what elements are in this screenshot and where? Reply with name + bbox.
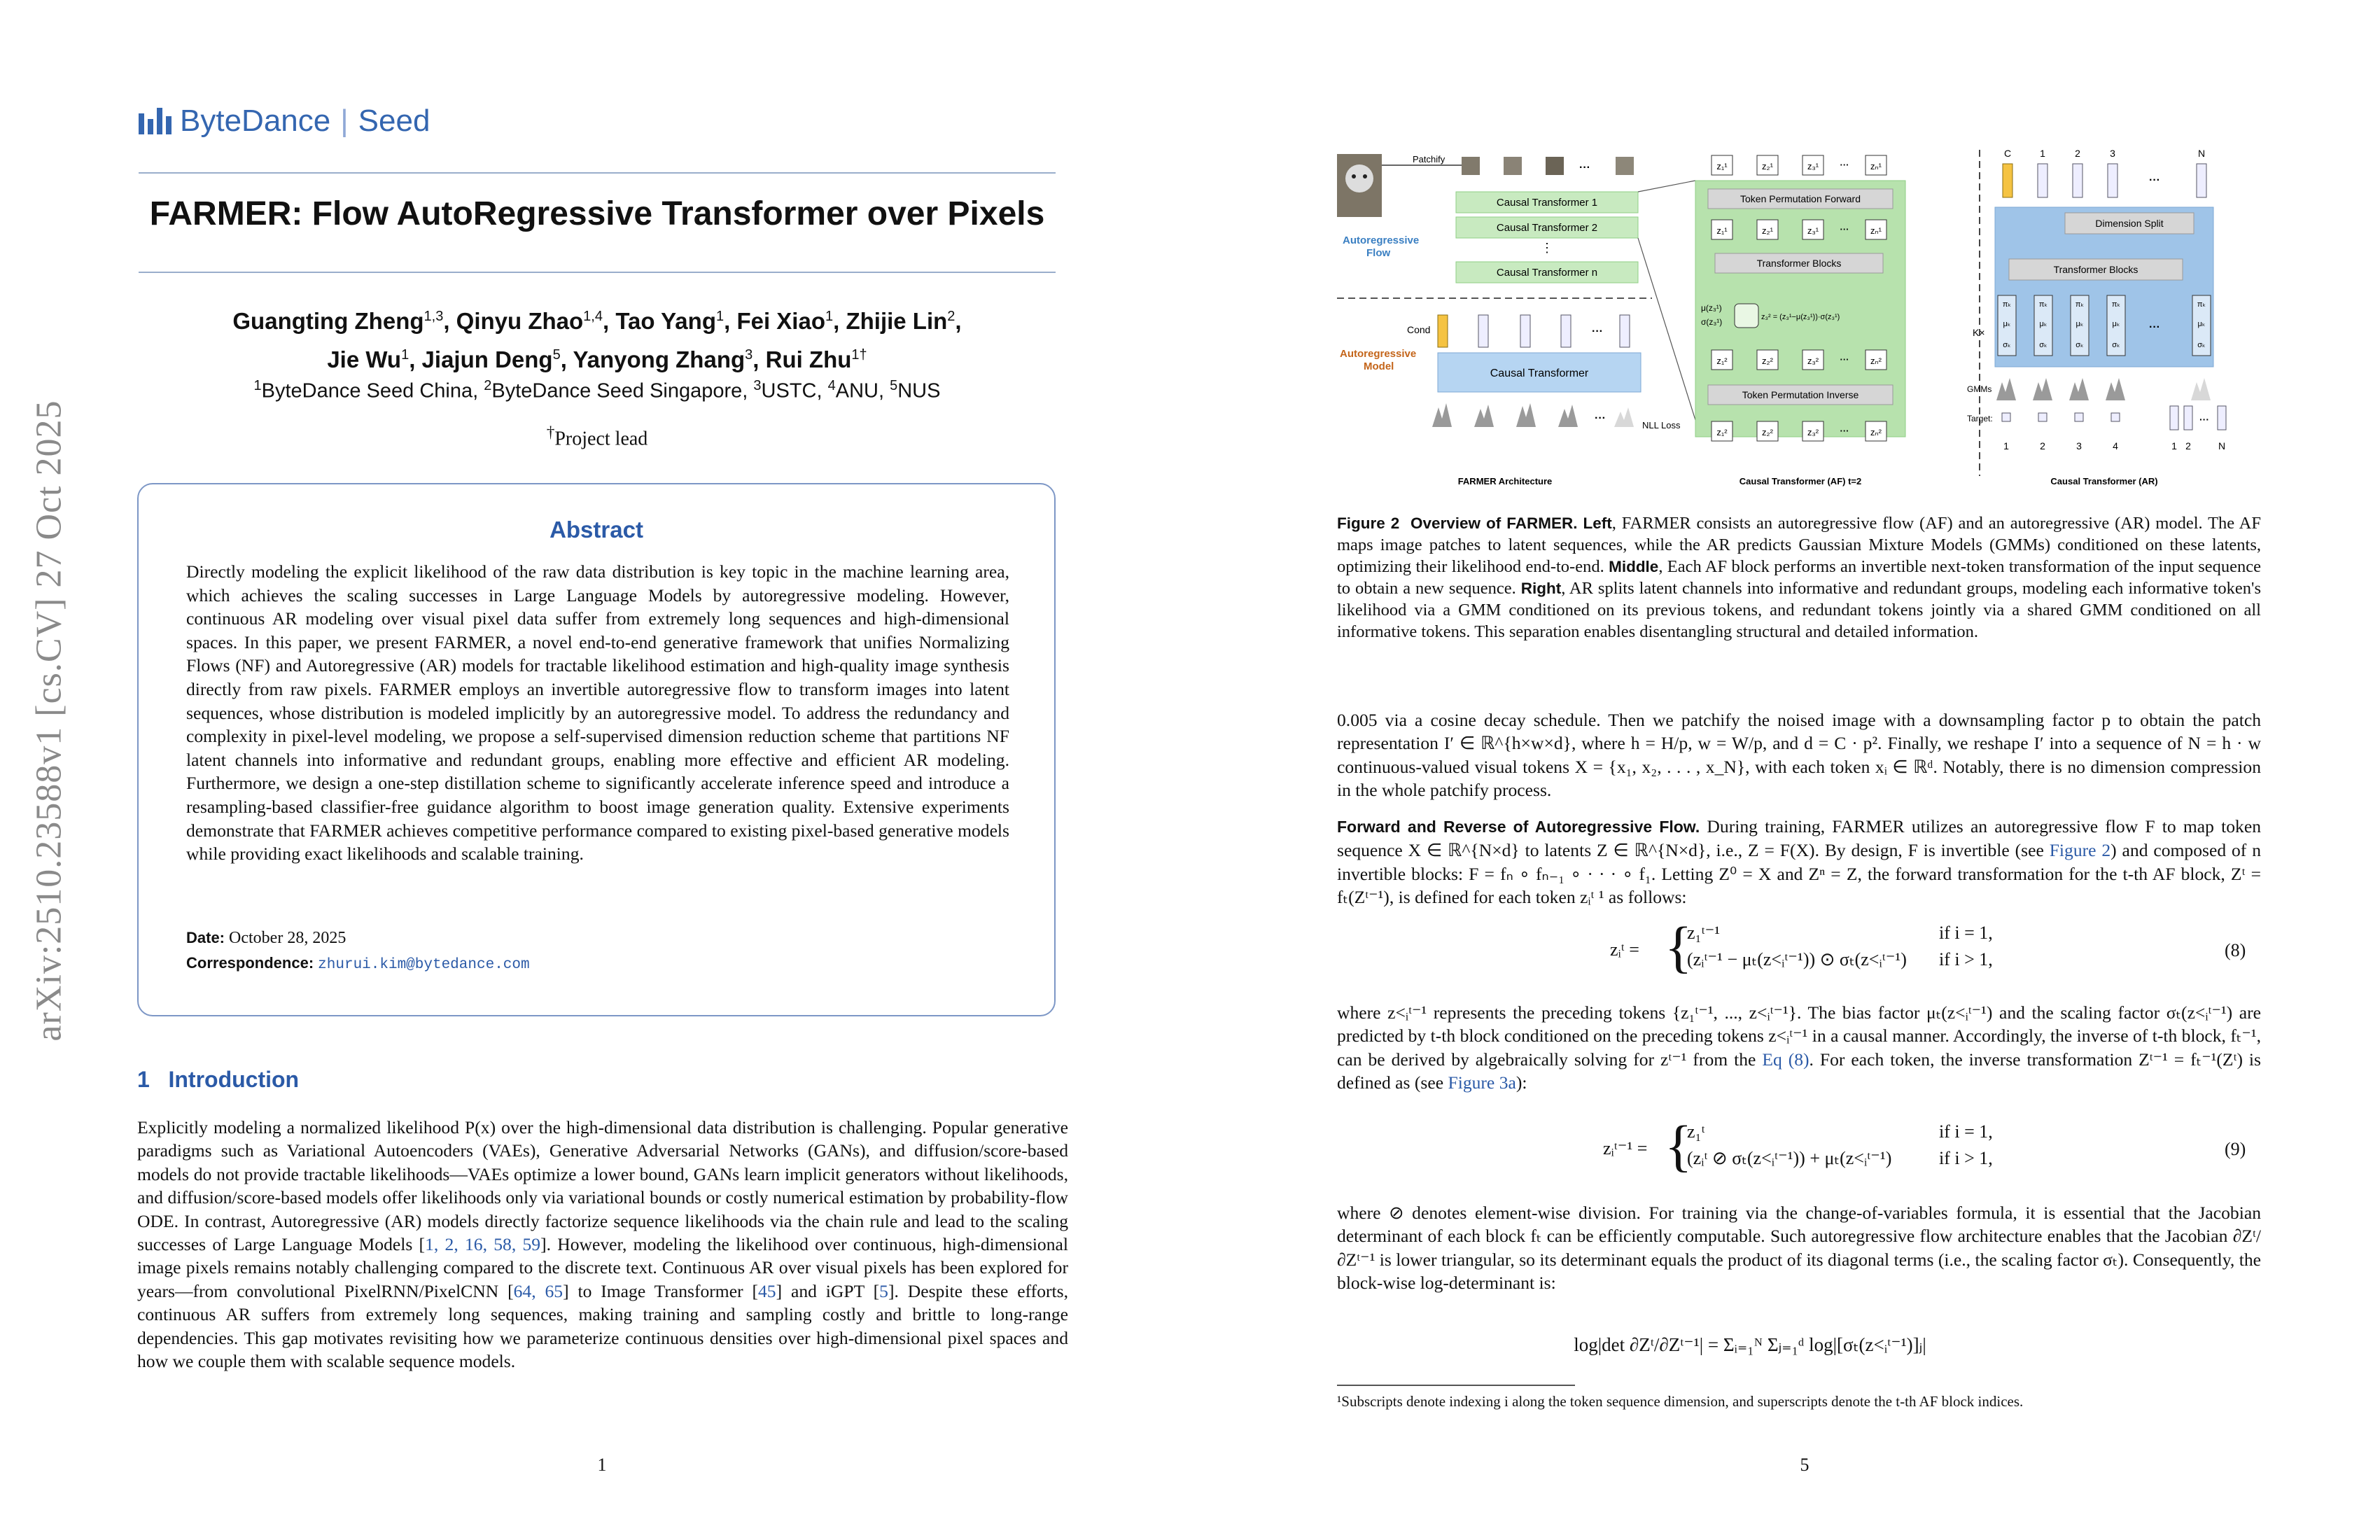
svg-text:···: ··· bbox=[1840, 160, 1849, 170]
figure-2-diagram bbox=[1337, 147, 2261, 497]
paper-title: FARMER: Flow AutoRegressive Transformer over Pixels bbox=[149, 195, 1045, 232]
author-name: Jie Wu bbox=[327, 346, 402, 372]
svg-text:πₖ: πₖ bbox=[2038, 300, 2048, 309]
svg-text:zₙ¹: zₙ¹ bbox=[1870, 225, 1882, 236]
svg-text:z₂¹: z₂¹ bbox=[1762, 225, 1773, 236]
author-list bbox=[139, 300, 1056, 377]
token-permutation-forward: Token Permutation Forward bbox=[1740, 193, 1861, 204]
introduction-text: Explicitly modeling a normalized likelihood P(x) over the high-dimensional data distribution is challenging. Popular generative paradigms such as Variational Autoencoders (VAEs), Generative Adversarial Networks (GANs), and diffusion/score-based models do not provide tractable likelihoods—VAEs optimize a lower bound, GANs learn implicit generators without likelihoods, and diffusion/score-based models offer likelihoods only via variational bounds or costly numerical estimation by probability-flow ODE. In contrast, Autoregressive (AR) models directly factorize sequence likelihoods via the chain rule and lead to the scaling successes of Large Language Models [1, 2, 16, 58, 59]. However, modeling the likelihood over continuous, high-dimensional image pixels remains notably challenging compared to the discrete text. Continuous AR over visual pixels has been explored for years—from convolutional PixelRNN/PixelCNN [64, 65] to Image Transformer [45] and iGPT [5]. Despite these efforts, continuous AR suffers from extremely long sequences, making training and sampling costly and brittle to long-range dependencies. This gap motivates revisiting how we parameterize continuous densities over high-dimensional pixel spaces and how we couple them with scalable sequence models. bbox=[137, 1117, 1068, 1372]
svg-text:Flow: Flow bbox=[1366, 247, 1391, 259]
affiliation: ByteDance Seed Singapore bbox=[491, 379, 743, 402]
farmer-architecture-panel bbox=[1337, 154, 1681, 486]
causal-transformer-ar: Causal Transformer bbox=[1490, 368, 1589, 379]
author-name: Yanyong Zhang bbox=[573, 346, 746, 372]
svg-text:z₂¹: z₂¹ bbox=[1762, 161, 1773, 172]
svg-text:2: 2 bbox=[2185, 440, 2191, 451]
svg-text:μ(z₃¹): μ(z₃¹) bbox=[1701, 303, 1722, 313]
abstract-text: Directly modeling the explicit likelihood of the raw data distribution is key topic in the machine learning area, which achieves the scaling successes in Large Language Models by autoregressive modeling. However, continuous AR modeling over visual pixel data suffer from extremely long sequences and high-dimensional spaces. In this paper, we present FARMER, a novel end-to-end generative framework that unifies Normalizing Flows (NF) and Autoregressive (AR) models for tractable likelihood estimation and high-quality image synthesis directly from raw pixels. FARMER employs an invertible autoregressive flow to transform images into latent sequences, whose distribution is modeled implicitly by an autoregressive model. To address the redundancy and complexity in pixel-level modeling, we propose a self-supervised dimension reduction scheme that partitions NF latent channels into informative and redundant groups, enabling more effective and efficient AR modeling. Furthermore, we design a one-step distillation scheme to significantly accelerate inference speed and introduce a resampling-based classifier-free guidance algorithm to boost image generation quality. Extensive experiments demonstrate that FARMER achieves competitive performance compared to existing pixel-based generative models while providing exact likelihoods and scalable training. bbox=[186, 561, 1009, 864]
cond-label: Cond bbox=[1407, 324, 1431, 335]
citation-link[interactable]: 5 bbox=[879, 1280, 888, 1301]
figure-2-caption: Figure 2 Overview of FARMER. Left, FARMER consists an autoregressive flow (AF) and an autoregressive (AR) model. The AF maps image patches to latent sequences, while the AR predicts Gaussian Mixture Models (GMMs) conditioned on these latents, optimizing their likelihood end-to-end. Middle, Each AF block performs an invertible next-token transformation of the input sequence to obtain a new sequence. Right, AR splits latent channels into informative and redundant groups, modeling each informative token's likelihood via a GMM conditioned on its previous tokens, and redundant tokens jointly via a shared GMM conditioned on all informative tokens. This separation enables disentangling structural and detailed information. bbox=[1337, 514, 2262, 641]
author-name: Qinyu Zhao bbox=[456, 308, 584, 334]
index-c: C bbox=[2003, 148, 2012, 159]
header-rule bbox=[139, 172, 1056, 174]
svg-text:⋮: ⋮ bbox=[1541, 241, 1553, 255]
affiliations: $^1$ByteDance Seed China, $^2$ByteDance Seed Singapore, $^3$USTC, $^4$ANU, $^5$NUS bbox=[253, 378, 941, 402]
project-lead-note: †Project lead bbox=[546, 424, 648, 450]
page-number-right: 5 bbox=[1800, 1455, 1809, 1475]
svg-text:···: ··· bbox=[2149, 321, 2160, 333]
svg-text:z₁²: z₁² bbox=[1716, 427, 1728, 438]
causal-transformer-n: Causal Transformer n bbox=[1496, 267, 1598, 279]
svg-text:···: ··· bbox=[2199, 414, 2209, 425]
transformer-blocks-af: Transformer Blocks bbox=[1756, 258, 1842, 269]
author-line-1: Guangting Zheng$^{1,3}$, Qinyu Zhao$^{1,4}$, Tao Yang$^1$, Fei Xiao$^1$, Zhijie Lin$^2$, bbox=[232, 308, 962, 334]
svg-text:z₂²: z₂² bbox=[1762, 356, 1773, 366]
logo-sub: Seed bbox=[358, 104, 430, 138]
svg-text:z₃²: z₃² bbox=[1807, 427, 1819, 438]
svg-text:···: ··· bbox=[1579, 162, 1590, 174]
svg-text:···: ··· bbox=[1840, 426, 1849, 436]
logo-separator: | bbox=[340, 104, 349, 138]
panel-label-right: Causal Transformer (AR) bbox=[2050, 476, 2158, 486]
svg-text:1: 1 bbox=[2040, 148, 2045, 159]
svg-text:z₃² = (z₃¹−μ(z₃¹))·σ(z₃¹): z₃² = (z₃¹−μ(z₃¹))·σ(z₃¹) bbox=[1761, 313, 1840, 321]
token-permutation-inverse: Token Permutation Inverse bbox=[1742, 389, 1859, 400]
svg-text:z₁¹: z₁¹ bbox=[1716, 161, 1728, 172]
svg-text:4: 4 bbox=[2113, 440, 2118, 451]
svg-text:σₖ: σₖ bbox=[2003, 341, 2011, 349]
citation-link[interactable]: 45 bbox=[757, 1280, 776, 1301]
svg-text:μₖ: μₖ bbox=[2039, 320, 2047, 328]
svg-text:3: 3 bbox=[2076, 440, 2082, 451]
svg-text:z₁²: z₁² bbox=[1716, 356, 1728, 366]
figure-3a-link[interactable]: Figure 3a bbox=[1448, 1072, 1516, 1093]
svg-text:N: N bbox=[2197, 148, 2206, 159]
svg-text:μₖ: μₖ bbox=[2112, 320, 2120, 328]
citation-link[interactable]: 64, 65 bbox=[513, 1280, 564, 1301]
equation-9-number: (9) bbox=[2225, 1139, 2246, 1159]
section-heading-introduction: 1 Introduction bbox=[137, 1067, 300, 1092]
page-number-left: 1 bbox=[597, 1455, 607, 1475]
panel-label-left: FARMER Architecture bbox=[1457, 476, 1553, 486]
footnote: ¹Subscripts denote indexing i along the token sequence dimension, and superscripts denote the t-th AF block indices. bbox=[1337, 1393, 2024, 1410]
svg-text:···: ··· bbox=[1840, 354, 1849, 365]
svg-text:N: N bbox=[2218, 440, 2226, 451]
svg-text:πₖ: πₖ bbox=[2111, 300, 2121, 309]
nll-loss-label: NLL Loss bbox=[1642, 420, 1681, 430]
affiliation: ByteDance Seed China bbox=[261, 379, 473, 402]
dimension-split: Dimension Split bbox=[2095, 218, 2164, 229]
target-label: Target: bbox=[1967, 414, 1993, 424]
svg-text:3: 3 bbox=[2110, 148, 2115, 159]
svg-text:πₖ: πₖ bbox=[2197, 300, 2206, 309]
citation-link[interactable]: 1, 2, 16, 58, 59 bbox=[425, 1234, 541, 1255]
panel-label-middle: Causal Transformer (AF) t=2 bbox=[1739, 476, 1862, 486]
autoregressive-flow-label: Autoregressive bbox=[1343, 234, 1420, 246]
author-name: Tao Yang bbox=[615, 308, 716, 334]
svg-text:μₖ: μₖ bbox=[2197, 320, 2206, 328]
paragraph-patchify: 0.005 via a cosine decay schedule. Then we patchify the noised image with a downsampling factor p to obtain the patch representation I′ ∈ ℝ^{h×w×d}, where h = H/p, w = W/p, and d = C · p². Finally, we reshape I′ into a sequence of N = h · w continuous-valued visual tokens X = {x₁, x₂, . . . , x_N}, with each token xᵢ ∈ ℝᵈ. Notably, there is no dimension compression in the whole patchify process. bbox=[1337, 710, 2261, 801]
bytedance-logo-icon bbox=[139, 108, 172, 134]
abstract-date: Date: October 28, 2025 bbox=[186, 929, 346, 947]
svg-text:z₃¹: z₃¹ bbox=[1807, 225, 1819, 236]
author-name: Zhijie Lin bbox=[846, 308, 948, 334]
abstract-correspondence: Correspondence: zhurui.kim@bytedance.com bbox=[186, 954, 530, 973]
svg-text:Model: Model bbox=[1364, 360, 1394, 372]
svg-text:πₖ: πₖ bbox=[2075, 300, 2085, 309]
affiliation: USTC bbox=[761, 379, 817, 402]
footnote-rule bbox=[1337, 1385, 1575, 1386]
transformer-blocks-ar: Transformer Blocks bbox=[2053, 264, 2138, 275]
correspondence-email-link[interactable]: zhurui.kim@bytedance.com bbox=[318, 957, 530, 973]
svg-text:···: ··· bbox=[1840, 224, 1849, 234]
causal-transformer-2: Causal Transformer 2 bbox=[1496, 222, 1598, 234]
svg-text:zₙ¹: zₙ¹ bbox=[1870, 161, 1882, 172]
svg-text:2: 2 bbox=[2075, 148, 2080, 159]
svg-text:σ(z₃¹): σ(z₃¹) bbox=[1701, 317, 1723, 327]
patchify-label: Patchify bbox=[1413, 154, 1446, 164]
equation-log-determinant: log|det ∂Zᵗ/∂Zᵗ⁻¹| = Σᵢ₌₁ᴺ Σⱼ₌₁ᵈ log|[σₜ(z<ᵢᵗ⁻¹)]ⱼ| bbox=[1574, 1334, 1926, 1355]
author-name: Guangting Zheng bbox=[232, 308, 424, 334]
author-name: Fei Xiao bbox=[736, 308, 825, 334]
svg-text:σₖ: σₖ bbox=[2076, 341, 2084, 349]
causal-transformer-ar-panel bbox=[1967, 148, 2226, 486]
svg-text:···: ··· bbox=[2149, 174, 2160, 186]
gmms-label: GMMs bbox=[1967, 384, 1992, 394]
svg-text:z₃¹: z₃¹ bbox=[1807, 161, 1819, 172]
affiliation: ANU bbox=[835, 379, 878, 402]
svg-text:σₖ: σₖ bbox=[2039, 341, 2047, 349]
equation-8-number: (8) bbox=[2225, 940, 2246, 960]
svg-text:···: ··· bbox=[1595, 412, 1606, 424]
svg-text:zₙ²: zₙ² bbox=[1870, 427, 1882, 438]
title-rule bbox=[139, 272, 1056, 273]
svg-text:1: 1 bbox=[2171, 440, 2177, 451]
equation-8-link[interactable]: Eq (8) bbox=[1762, 1049, 1809, 1070]
arxiv-stamp: arXiv:2510.23588v1 [cs.CV] 27 Oct 2025 bbox=[29, 400, 69, 1042]
svg-text:μₖ: μₖ bbox=[2076, 320, 2084, 328]
abstract-heading: Abstract bbox=[550, 517, 643, 542]
autoregressive-model-label: Autoregressive bbox=[1340, 348, 1417, 360]
svg-text:2: 2 bbox=[2040, 440, 2045, 451]
paragraph-bias-scaling: where z<ᵢᵗ⁻¹ represents the preceding tokens {z₁ᵗ⁻¹, ..., z<ᵢᵗ⁻¹}. The bias factor μₜ(z<ᵢᵗ⁻¹) and the scaling factor σₜ(z<ᵢᵗ⁻¹) are predicted by t-th block conditioned on the preceding tokens z<ᵢᵗ⁻¹ in a causal manner. Accordingly, the inverse of t-th block, fₜ⁻¹, can be derived by algebraically solving for zᵗ⁻¹ from the Eq (8). For each token, the inverse transformation Zᵗ⁻¹ = fₜ⁻¹(Zᵗ) is defined as (see Figure 3a): bbox=[1337, 1002, 2262, 1093]
author-name: Rui Zhu bbox=[765, 346, 852, 372]
svg-text:···: ··· bbox=[1592, 326, 1603, 337]
svg-text:z₂²: z₂² bbox=[1762, 427, 1773, 438]
svg-text:zₙ²: zₙ² bbox=[1870, 356, 1882, 366]
figure-2-link[interactable]: Figure 2 bbox=[2049, 840, 2111, 861]
affiliation: NUS bbox=[897, 379, 941, 402]
svg-text:σₖ: σₖ bbox=[2197, 341, 2206, 349]
author-line-2: Jie Wu$^1$, Jiajun Deng$^5$, Yanyong Zhang$^3$, Rui Zhu$^{1\dagger}$ bbox=[327, 346, 867, 372]
bytedance-seed-logo bbox=[139, 104, 430, 139]
svg-text:σₖ: σₖ bbox=[2112, 341, 2120, 349]
paragraph-forward-reverse: Forward and Reverse of Autoregressive Flow. During training, FARMER utilizes an autoregressive flow F to map token sequence X ∈ ℝ^{N×d} to latents Z ∈ ℝ^{N×d}, i.e., Z = F(X). By design, F is invertible (see Figure 2) and composed of n invertible blocks: F = fₙ ∘ fₙ₋₁ ∘ · · · ∘ f₁. Letting Z⁰ = X and Zⁿ = Z, the forward transformation for the t-th AF block, Zᵗ = fₜ(Zᵗ⁻¹), is defined for each token zᵢᵗ ¹ as follows: bbox=[1337, 816, 2261, 908]
svg-text:z₃²: z₃² bbox=[1807, 356, 1819, 366]
causal-transformer-1: Causal Transformer 1 bbox=[1496, 197, 1598, 209]
svg-text:μₖ: μₖ bbox=[2003, 320, 2011, 328]
causal-transformer-af-panel bbox=[1638, 155, 1905, 486]
svg-text:z₁¹: z₁¹ bbox=[1716, 225, 1728, 236]
svg-text:πₖ: πₖ bbox=[2002, 300, 2012, 309]
svg-text:1: 1 bbox=[2003, 440, 2009, 451]
paragraph-jacobian: where ⊘ denotes element-wise division. For training via the change-of-variables formula, it is essential that the Jacobian determinant of each block fₜ can be efficiently computable. Such autoregressive flow architecture enables that the Jacobian ∂Zᵗ/∂Zᵗ⁻¹ is lower triangular, so its determinant equals the product of its diagonal terms (i.e., the scaling factor σₜ). Consequently, the block-wise log-determinant is: bbox=[1337, 1203, 2261, 1294]
k-times-label: K× bbox=[1973, 327, 1985, 338]
logo-brand: ByteDance bbox=[180, 104, 331, 138]
author-name: Jiajun Deng bbox=[421, 346, 553, 372]
